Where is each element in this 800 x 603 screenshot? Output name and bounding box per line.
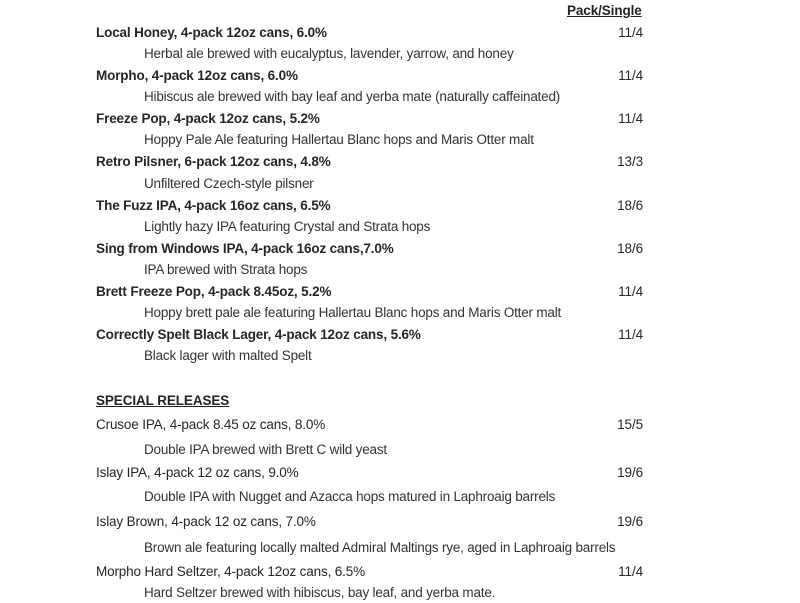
item-description: Double IPA with Nugget and Azacca hops matured in Laphroaig barrels xyxy=(144,489,556,504)
item-price: 11/4 xyxy=(618,25,643,40)
item-description: Black lager with malted Spelt xyxy=(144,348,312,363)
special-releases-heading: SPECIAL RELEASES xyxy=(96,393,230,408)
menu-item xyxy=(96,152,648,172)
menu-item xyxy=(96,282,648,302)
item-price: 13/3 xyxy=(617,154,643,169)
price-column-header: Pack/Single xyxy=(567,3,642,18)
item-description: Double IPA brewed with Brett C wild yeast xyxy=(144,442,387,457)
item-description: Unfiltered Czech-style pilsner xyxy=(144,176,314,191)
item-name: Morpho Hard Seltzer, 4-pack 12oz cans, 6.5% xyxy=(96,564,365,579)
item-price: 19/6 xyxy=(617,465,643,480)
item-price: 11/4 xyxy=(618,68,643,83)
item-name: Correctly Spelt Black Lager, 4-pack 12oz cans, 5.6% xyxy=(96,327,421,342)
menu-item xyxy=(96,463,648,483)
item-name: Islay Brown, 4-pack 12 oz cans, 7.0% xyxy=(96,514,316,529)
item-description: Herbal ale brewed with eucalyptus, lavender, yarrow, and honey xyxy=(144,46,514,61)
item-name: Crusoe IPA, 4-pack 8.45 oz cans, 8.0% xyxy=(96,417,326,432)
menu-item xyxy=(96,23,648,43)
item-price: 15/5 xyxy=(617,417,643,432)
item-name: Freeze Pop, 4-pack 12oz cans, 5.2% xyxy=(96,111,320,126)
item-description: Hoppy Pale Ale featuring Hallertau Blanc hops and Maris Otter malt xyxy=(144,132,534,147)
menu-item xyxy=(96,109,648,129)
item-price: 18/6 xyxy=(617,198,643,213)
item-description: IPA brewed with Strata hops xyxy=(144,262,308,277)
menu-item xyxy=(96,562,648,582)
item-price: 11/4 xyxy=(618,111,643,126)
item-name: Morpho, 4-pack 12oz cans, 6.0% xyxy=(96,68,298,83)
item-description: Lightly hazy IPA featuring Crystal and Strata hops xyxy=(144,219,431,234)
item-name: Local Honey, 4-pack 12oz cans, 6.0% xyxy=(96,25,327,40)
item-description: Hibiscus ale brewed with bay leaf and yerba mate (naturally caffeinated) xyxy=(144,89,561,104)
item-description: Hoppy brett pale ale featuring Hallertau Blanc hops and Maris Otter malt xyxy=(144,305,562,320)
menu-item xyxy=(96,415,648,435)
item-name: Brett Freeze Pop, 4-pack 8.45oz, 5.2% xyxy=(96,284,332,299)
item-name: The Fuzz IPA, 4-pack 16oz cans, 6.5% xyxy=(96,198,331,213)
item-price: 18/6 xyxy=(617,241,643,256)
item-price: 19/6 xyxy=(617,514,643,529)
menu-item xyxy=(96,325,648,345)
menu-item xyxy=(96,66,648,86)
item-price: 11/4 xyxy=(618,564,643,579)
menu-item xyxy=(96,512,648,532)
item-description: Hard Seltzer brewed with hibiscus, bay leaf, and yerba mate. xyxy=(144,585,496,600)
menu-item xyxy=(96,196,648,216)
item-name: Sing from Windows IPA, 4-pack 16oz cans,7.0% xyxy=(96,241,394,256)
menu-item xyxy=(96,239,648,259)
item-price: 11/4 xyxy=(618,327,643,342)
item-price: 11/4 xyxy=(618,284,643,299)
item-name: Islay IPA, 4-pack 12 oz cans, 9.0% xyxy=(96,465,299,480)
item-description: Brown ale featuring locally malted Admiral Maltings rye, aged in Laphroaig barrels xyxy=(144,540,616,555)
item-name: Retro Pilsner, 6-pack 12oz cans, 4.8% xyxy=(96,154,331,169)
